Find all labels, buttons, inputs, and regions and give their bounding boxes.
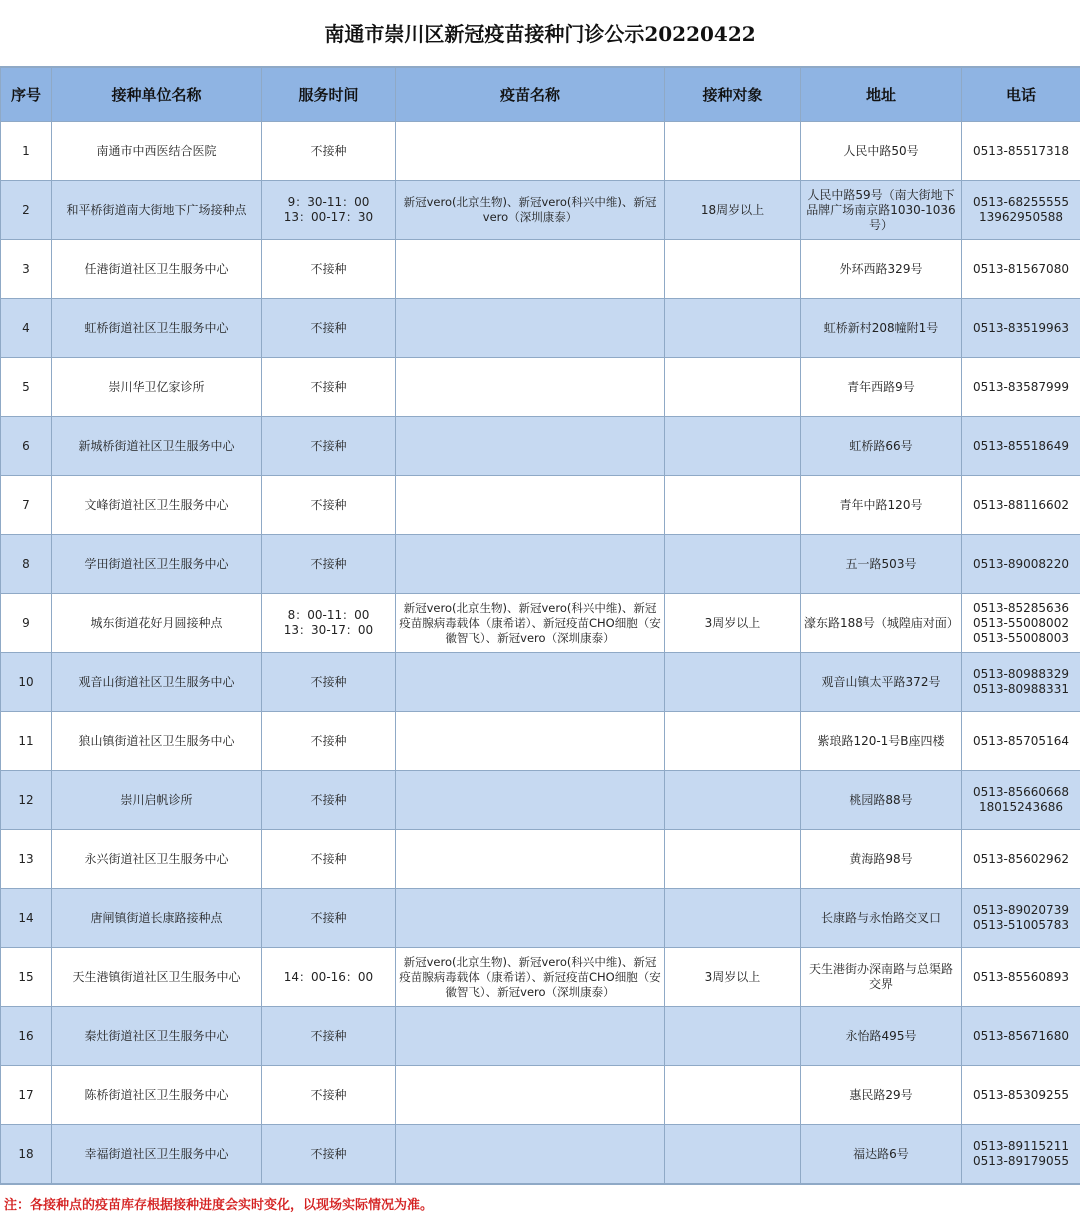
- cell-unit-name: 城东街道花好月圆接种点: [52, 594, 262, 653]
- cell-target-group: [665, 240, 801, 299]
- cell-service-time: 不接种: [262, 358, 396, 417]
- cell-address: 惠民路29号: [801, 1066, 962, 1125]
- cell-address: 虹桥新村208幢附1号: [801, 299, 962, 358]
- table-row: [1, 653, 1080, 712]
- phone-number: 0513-85517318: [965, 144, 1077, 159]
- cell-service-time: 9：30-11：00 13：00-17：30: [262, 181, 396, 240]
- cell-no: 6: [1, 417, 52, 476]
- table-row: [1, 535, 1080, 594]
- phone-number: 0513-51005783: [965, 918, 1077, 933]
- cell-target-group: [665, 712, 801, 771]
- cell-unit-name: 任港街道社区卫生服务中心: [52, 240, 262, 299]
- table-row: [1, 948, 1080, 1007]
- cell-address: 永怡路495号: [801, 1007, 962, 1066]
- table-row: [1, 830, 1080, 889]
- cell-unit-name: 陈桥街道社区卫生服务中心: [52, 1066, 262, 1125]
- phone-number: 18015243686: [965, 800, 1077, 815]
- cell-phone: [962, 1007, 1080, 1066]
- phone-number: 0513-55008003: [965, 631, 1077, 646]
- cell-vaccine-name: [396, 358, 665, 417]
- table-row: [1, 122, 1080, 181]
- cell-phone: [962, 830, 1080, 889]
- table-row: [1, 358, 1080, 417]
- cell-phone: [962, 594, 1080, 653]
- cell-vaccine-name: [396, 122, 665, 181]
- cell-no: 15: [1, 948, 52, 1007]
- phone-number: 0513-85602962: [965, 852, 1077, 867]
- cell-phone: [962, 417, 1080, 476]
- cell-vaccine-name: [396, 476, 665, 535]
- cell-service-time: 不接种: [262, 122, 396, 181]
- table-row: [1, 181, 1080, 240]
- cell-target-group: [665, 830, 801, 889]
- clinic-table: [0, 67, 1080, 1184]
- phone-number: 0513-85671680: [965, 1029, 1077, 1044]
- cell-address: 黄海路98号: [801, 830, 962, 889]
- phone-number: 0513-55008002: [965, 616, 1077, 631]
- cell-target-group: [665, 1125, 801, 1184]
- cell-phone: [962, 948, 1080, 1007]
- cell-phone: [962, 535, 1080, 594]
- header-vaccine-name: 疫苗名称: [396, 68, 665, 122]
- cell-no: 8: [1, 535, 52, 594]
- phone-number: 0513-88116602: [965, 498, 1077, 513]
- cell-address: 濠东路188号（城隍庙对面）: [801, 594, 962, 653]
- cell-target-group: [665, 535, 801, 594]
- cell-no: 9: [1, 594, 52, 653]
- cell-no: 1: [1, 122, 52, 181]
- phone-number: 0513-89115211: [965, 1139, 1077, 1154]
- cell-target-group: 18周岁以上: [665, 181, 801, 240]
- cell-no: 14: [1, 889, 52, 948]
- cell-target-group: [665, 889, 801, 948]
- cell-no: 12: [1, 771, 52, 830]
- phone-number: 0513-89008220: [965, 557, 1077, 572]
- header-no: 序号: [1, 68, 52, 122]
- cell-service-time: 不接种: [262, 771, 396, 830]
- cell-phone: [962, 299, 1080, 358]
- cell-unit-name: 狼山镇街道社区卫生服务中心: [52, 712, 262, 771]
- cell-unit-name: 文峰街道社区卫生服务中心: [52, 476, 262, 535]
- cell-address: 五一路503号: [801, 535, 962, 594]
- cell-unit-name: 虹桥街道社区卫生服务中心: [52, 299, 262, 358]
- phone-number: 0513-80988331: [965, 682, 1077, 697]
- cell-vaccine-name: 新冠vero(北京生物)、新冠vero(科兴中维)、新冠vero（深圳康泰）: [396, 181, 665, 240]
- table-row: [1, 240, 1080, 299]
- cell-phone: [962, 122, 1080, 181]
- cell-no: 16: [1, 1007, 52, 1066]
- cell-unit-name: 秦灶街道社区卫生服务中心: [52, 1007, 262, 1066]
- table-row: [1, 417, 1080, 476]
- cell-vaccine-name: [396, 535, 665, 594]
- cell-service-time: 不接种: [262, 417, 396, 476]
- header-target-group: 接种对象: [665, 68, 801, 122]
- cell-phone: [962, 1125, 1080, 1184]
- cell-vaccine-name: 新冠vero(北京生物)、新冠vero(科兴中维)、新冠疫苗腺病毒载体（康希诺）、新冠疫苗CHO细胞（安徽智飞）、新冠vero（深圳康泰）: [396, 948, 665, 1007]
- cell-no: 13: [1, 830, 52, 889]
- cell-address: 人民中路59号（南大街地下品牌广场南京路1030-1036号）: [801, 181, 962, 240]
- cell-service-time: 不接种: [262, 712, 396, 771]
- header-address: 地址: [801, 68, 962, 122]
- cell-service-time: 不接种: [262, 830, 396, 889]
- phone-number: 13962950588: [965, 210, 1077, 225]
- cell-phone: [962, 358, 1080, 417]
- cell-address: 青年西路9号: [801, 358, 962, 417]
- footer-note: 注：各接种点的疫苗库存根据接种进度会实时变化，以现场实际情况为准。: [0, 1184, 1080, 1229]
- cell-unit-name: 新城桥街道社区卫生服务中心: [52, 417, 262, 476]
- cell-no: 3: [1, 240, 52, 299]
- cell-target-group: [665, 299, 801, 358]
- cell-no: 5: [1, 358, 52, 417]
- phone-number: 0513-68255555: [965, 195, 1077, 210]
- cell-vaccine-name: [396, 830, 665, 889]
- cell-phone: [962, 181, 1080, 240]
- cell-service-time: 不接种: [262, 1007, 396, 1066]
- phone-number: 0513-81567080: [965, 262, 1077, 277]
- cell-phone: [962, 712, 1080, 771]
- table-row: [1, 1066, 1080, 1125]
- cell-target-group: [665, 1066, 801, 1125]
- phone-number: 0513-89020739: [965, 903, 1077, 918]
- cell-no: 2: [1, 181, 52, 240]
- cell-address: 虹桥路66号: [801, 417, 962, 476]
- cell-unit-name: 崇川启帆诊所: [52, 771, 262, 830]
- cell-vaccine-name: [396, 1007, 665, 1066]
- cell-no: 11: [1, 712, 52, 771]
- table-row: [1, 594, 1080, 653]
- cell-target-group: [665, 771, 801, 830]
- cell-address: 福达路6号: [801, 1125, 962, 1184]
- cell-service-time: 不接种: [262, 299, 396, 358]
- cell-vaccine-name: [396, 889, 665, 948]
- cell-phone: [962, 240, 1080, 299]
- cell-vaccine-name: [396, 1125, 665, 1184]
- cell-address: 桃园路88号: [801, 771, 962, 830]
- cell-phone: [962, 653, 1080, 712]
- cell-address: 紫琅路120-1号B座四楼: [801, 712, 962, 771]
- cell-service-time: 不接种: [262, 653, 396, 712]
- table-header-row: [1, 68, 1080, 122]
- phone-number: 0513-89179055: [965, 1154, 1077, 1169]
- cell-target-group: 3周岁以上: [665, 948, 801, 1007]
- cell-address: 青年中路120号: [801, 476, 962, 535]
- cell-phone: [962, 889, 1080, 948]
- phone-number: 0513-83587999: [965, 380, 1077, 395]
- cell-unit-name: 天生港镇街道社区卫生服务中心: [52, 948, 262, 1007]
- cell-target-group: 3周岁以上: [665, 594, 801, 653]
- table-row: [1, 1007, 1080, 1066]
- cell-unit-name: 幸福街道社区卫生服务中心: [52, 1125, 262, 1184]
- cell-service-time: 不接种: [262, 240, 396, 299]
- cell-address: 天生港街办深南路与总渠路交界: [801, 948, 962, 1007]
- cell-service-time: 不接种: [262, 476, 396, 535]
- cell-vaccine-name: [396, 417, 665, 476]
- cell-address: 长康路与永怡路交叉口: [801, 889, 962, 948]
- table-row: [1, 771, 1080, 830]
- cell-no: 10: [1, 653, 52, 712]
- table-row: [1, 476, 1080, 535]
- table-row: [1, 1125, 1080, 1184]
- header-phone: 电话: [962, 68, 1080, 122]
- cell-target-group: [665, 653, 801, 712]
- cell-no: 7: [1, 476, 52, 535]
- cell-phone: [962, 771, 1080, 830]
- cell-service-time: 不接种: [262, 1125, 396, 1184]
- cell-vaccine-name: [396, 712, 665, 771]
- table-row: [1, 712, 1080, 771]
- phone-number: 0513-80988329: [965, 667, 1077, 682]
- cell-unit-name: 永兴街道社区卫生服务中心: [52, 830, 262, 889]
- phone-number: 0513-85705164: [965, 734, 1077, 749]
- cell-target-group: [665, 417, 801, 476]
- cell-address: 外环西路329号: [801, 240, 962, 299]
- cell-target-group: [665, 358, 801, 417]
- header-service-time: 服务时间: [262, 68, 396, 122]
- cell-address: 人民中路50号: [801, 122, 962, 181]
- cell-no: 17: [1, 1066, 52, 1125]
- table-body: [1, 122, 1080, 1184]
- cell-service-time: 不接种: [262, 535, 396, 594]
- cell-vaccine-name: [396, 653, 665, 712]
- cell-service-time: 14：00-16：00: [262, 948, 396, 1007]
- cell-vaccine-name: 新冠vero(北京生物)、新冠vero(科兴中维)、新冠疫苗腺病毒载体（康希诺）、新冠疫苗CHO细胞（安徽智飞）、新冠vero（深圳康泰）: [396, 594, 665, 653]
- cell-vaccine-name: [396, 771, 665, 830]
- cell-target-group: [665, 1007, 801, 1066]
- cell-no: 4: [1, 299, 52, 358]
- cell-service-time: 不接种: [262, 889, 396, 948]
- cell-phone: [962, 476, 1080, 535]
- cell-unit-name: 学田街道社区卫生服务中心: [52, 535, 262, 594]
- cell-vaccine-name: [396, 240, 665, 299]
- cell-phone: [962, 1066, 1080, 1125]
- phone-number: 0513-85518649: [965, 439, 1077, 454]
- page-title: 南通市崇川区新冠疫苗接种门诊公示20220422: [0, 0, 1080, 67]
- phone-number: 0513-83519963: [965, 321, 1077, 336]
- cell-address: 观音山镇太平路372号: [801, 653, 962, 712]
- cell-no: 18: [1, 1125, 52, 1184]
- cell-unit-name: 崇川华卫亿家诊所: [52, 358, 262, 417]
- phone-number: 0513-85285636: [965, 601, 1077, 616]
- cell-unit-name: 观音山街道社区卫生服务中心: [52, 653, 262, 712]
- cell-unit-name: 南通市中西医结合医院: [52, 122, 262, 181]
- cell-target-group: [665, 476, 801, 535]
- phone-number: 0513-85660668: [965, 785, 1077, 800]
- cell-unit-name: 唐闸镇街道长康路接种点: [52, 889, 262, 948]
- table-row: [1, 299, 1080, 358]
- cell-vaccine-name: [396, 299, 665, 358]
- phone-number: 0513-85309255: [965, 1088, 1077, 1103]
- cell-vaccine-name: [396, 1066, 665, 1125]
- cell-service-time: 不接种: [262, 1066, 396, 1125]
- cell-unit-name: 和平桥街道南大街地下广场接种点: [52, 181, 262, 240]
- phone-number: 0513-85560893: [965, 970, 1077, 985]
- table-row: [1, 889, 1080, 948]
- header-unit-name: 接种单位名称: [52, 68, 262, 122]
- cell-target-group: [665, 122, 801, 181]
- cell-service-time: 8：00-11：00 13：30-17：00: [262, 594, 396, 653]
